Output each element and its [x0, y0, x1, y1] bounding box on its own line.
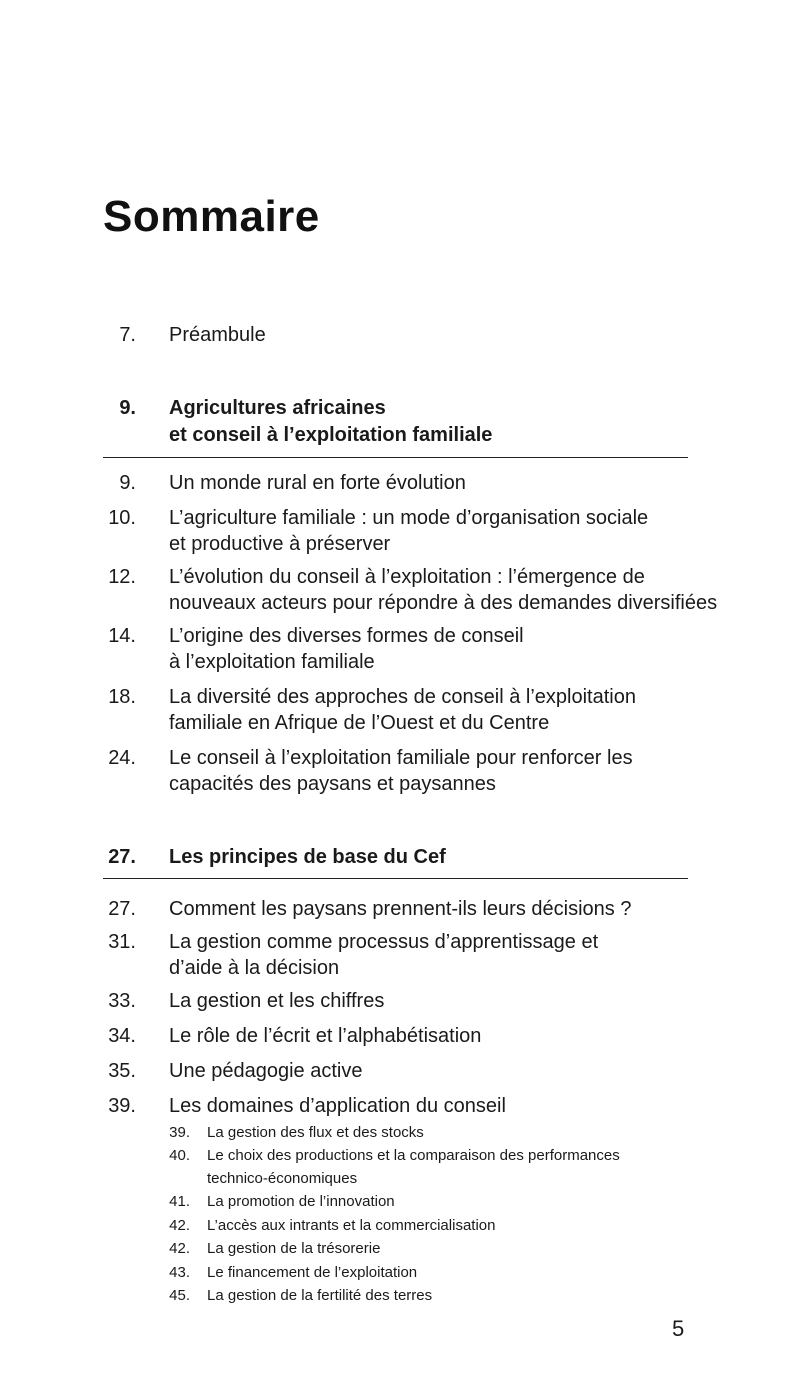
toc-entry-title: Les domaines d’application du conseil [169, 1095, 506, 1117]
toc-entry-title: La gestion des flux et des stocks [207, 1124, 424, 1141]
toc-entry-title: Une pédagogie active [169, 1060, 363, 1082]
toc-entry-title: Le choix des productions et la comparaison des performances technico-économiques [207, 1147, 620, 1187]
toc-page-number: 7. [119, 324, 136, 346]
toc-entry-title: Le rôle de l’écrit et l’alphabétisation [169, 1025, 482, 1047]
toc-page-number: 31. [108, 931, 136, 953]
toc-page-number: 12. [108, 566, 136, 588]
toc-entry-title: La diversité des approches de conseil à l’exploitation familiale en Afrique de l’Ouest et du Centre [169, 686, 636, 734]
toc-entry-title: La gestion de la fertilité des terres [207, 1287, 433, 1304]
toc-page-number: 10. [108, 507, 136, 529]
toc-entry-title: La gestion de la trésorerie [207, 1240, 381, 1257]
toc-page-number: 41. [169, 1193, 190, 1210]
toc-entry-title: La promotion de l’innovation [207, 1193, 395, 1210]
toc-page-number: 24. [108, 747, 136, 769]
section-page-number: 9. [119, 397, 136, 419]
toc-entry-title: La gestion et les chiffres [169, 990, 385, 1012]
toc-entry-title: Comment les paysans prennent-ils leurs décisions ? [169, 898, 632, 920]
section-title: Les principes de base du Cef [169, 846, 446, 868]
toc-page-number: 40. [169, 1147, 190, 1164]
toc-page-number: 18. [108, 686, 136, 708]
toc-page-number: 39. [169, 1124, 190, 1141]
toc-entry-title: L’agriculture familiale : un mode d’organisation sociale et productive à préserver [169, 507, 649, 555]
toc-page-number: 35. [108, 1060, 136, 1082]
page-number: 5 [672, 1316, 685, 1341]
toc-entry-title: L’évolution du conseil à l’exploitation : l’émergence de nouveaux acteurs pour répondre à des demandes diversifiées [169, 566, 718, 614]
toc-page-number: 45. [169, 1287, 190, 1304]
section-divider [103, 457, 688, 458]
section-title: Agricultures africaines et conseil à l’exploitation familiale [169, 397, 493, 446]
toc-page-number: 14. [108, 625, 136, 647]
toc-entry-title: L’accès aux intrants et la commercialisation [207, 1217, 496, 1234]
page-title: Sommaire [103, 192, 320, 241]
toc-entry-title: Le financement de l’exploitation [207, 1264, 418, 1281]
section-page-number: 27. [108, 846, 136, 868]
toc-page-number: 27. [108, 898, 136, 920]
toc-page-number: 43. [169, 1264, 190, 1281]
toc-page-number: 34. [108, 1025, 136, 1047]
toc-entry-title: Le conseil à l’exploitation familiale pour renforcer les capacités des paysans et paysannes [169, 747, 633, 795]
toc-page-number: 39. [108, 1095, 136, 1117]
toc-entry-title: La gestion comme processus d’apprentissage et d’aide à la décision [169, 931, 599, 979]
toc-page-number: 42. [169, 1240, 190, 1257]
toc-entry-title: Un monde rural en forte évolution [169, 472, 466, 494]
toc-entry-title: Préambule [169, 324, 266, 346]
toc-page-number: 33. [108, 990, 136, 1012]
toc-page-number: 42. [169, 1217, 190, 1234]
toc-entry-title: L’origine des diverses formes de conseil à l’exploitation familiale [169, 625, 524, 673]
toc-page-number: 9. [119, 472, 136, 494]
section-divider [103, 878, 688, 879]
